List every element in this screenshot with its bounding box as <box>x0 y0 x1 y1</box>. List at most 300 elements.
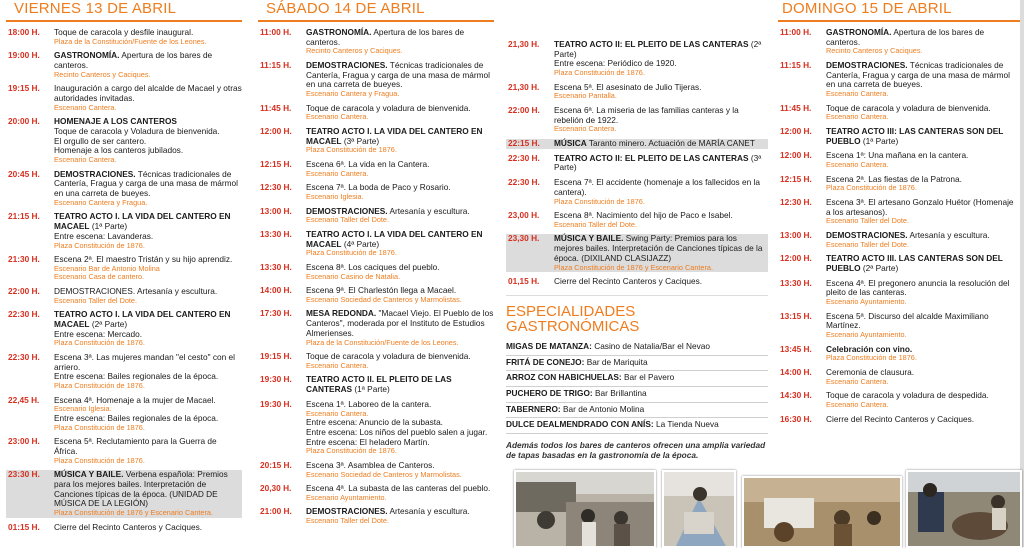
event-item <box>258 263 494 281</box>
event-main-line <box>306 309 494 338</box>
event-item <box>778 391 1020 409</box>
event-location: Escenario Cantera. <box>826 160 889 170</box>
event-description <box>826 312 1020 340</box>
event-item <box>6 255 242 282</box>
event-time: 22,45 H. <box>8 394 40 405</box>
event-description <box>54 170 242 208</box>
event-extra-line: Entre escena: Periódico de 1920. <box>554 58 677 69</box>
event-title: TEATRO ACTO II: EL PLEITO DE LAS CANTERAS <box>554 152 749 163</box>
event-description <box>54 523 242 533</box>
event-title: Celebración con vino. <box>826 343 913 354</box>
event-description <box>54 255 242 282</box>
event-main-line <box>554 106 768 125</box>
event-text: Escena 4ª. Homenaje a la mujer de Macael. <box>54 394 216 405</box>
event-item <box>258 309 494 347</box>
event-location: Escenario Sociedad de Canteros y Marmolistas. <box>306 294 462 304</box>
event-description <box>306 230 494 258</box>
event-location: Recinto Canteros y Caciques. <box>306 46 403 56</box>
event-text: (2ª Parte) <box>91 319 128 329</box>
event-item <box>506 40 768 78</box>
specialty-place: Bar de Mariquita <box>586 356 648 367</box>
event-description <box>554 211 768 229</box>
saturday-continued-column <box>506 40 768 460</box>
event-location: Recinto Canteros y Caciques. <box>54 69 151 79</box>
event-time: 12:15 H. <box>260 159 292 169</box>
event-extra-line: El orgullo de ser cantero. <box>54 135 147 146</box>
event-description <box>306 127 494 155</box>
event-description <box>826 345 1020 363</box>
event-text: Escena 8ª. Nacimiento del hijo de Paco e Isabel. <box>554 210 733 221</box>
specialty-item <box>506 403 768 419</box>
event-location: Escenario Cantera. <box>306 112 369 122</box>
event-text: Apertura de los bares de canteros. <box>54 50 213 70</box>
event-location: Escenario Taller del Dote. <box>306 215 390 225</box>
event-title: MESA REDONDA. <box>306 308 377 319</box>
event-time: 13:30 H. <box>780 277 812 288</box>
event-main-line <box>826 198 1020 217</box>
event-description <box>54 287 242 305</box>
event-item <box>6 51 242 79</box>
event-description <box>826 279 1020 307</box>
specialty-dish: FRITÁ DE CONEJO: <box>506 356 585 367</box>
event-item <box>258 160 494 178</box>
event-main-line <box>54 170 242 199</box>
event-description <box>306 286 494 304</box>
event-item <box>258 127 494 155</box>
event-location: Escenario Cantera. <box>826 400 889 409</box>
event-item <box>6 353 242 391</box>
specialties-title <box>506 304 768 334</box>
event-item <box>778 415 1020 425</box>
event-main-line <box>54 51 242 70</box>
event-description <box>54 470 242 517</box>
event-main-line <box>826 127 1020 146</box>
event-title: TEATRO ACTO II: EL PLEITO DE LAS CANTERAS <box>554 39 749 49</box>
event-title: MÚSICA Y BAILE. <box>54 469 124 480</box>
event-text: Escena 5ª. Reclutamiento para la Guerra de África. <box>54 436 217 456</box>
event-location: Escenario Cantera. <box>54 102 117 112</box>
event-text: Técnicas tradicionales de Cantería, Fragua y carga de una masa de mármol en una carreta de bueyes. <box>826 60 1011 90</box>
event-item <box>258 207 494 225</box>
event-description <box>826 28 1020 56</box>
event-location: Escenario Cantera. <box>306 408 369 418</box>
event-item <box>778 254 1020 273</box>
specialty-item <box>506 340 768 356</box>
event-main-line <box>306 61 494 90</box>
event-main-line <box>826 61 1020 90</box>
event-item <box>258 400 494 456</box>
event-text: (2ª Parte) <box>862 263 899 273</box>
event-time: 19:30 H. <box>260 374 292 385</box>
event-title: TEATRO ACTO III: LAS CANTERAS SON DEL PUEBLO <box>826 126 1004 146</box>
event-description <box>826 391 1020 409</box>
friday-column <box>6 0 242 537</box>
event-time: 11:00 H. <box>780 27 812 37</box>
event-time: 13:45 H. <box>780 343 812 354</box>
event-location: Escenario Casa de cantero. <box>54 272 145 282</box>
event-title: HOMENAJE A LOS CANTEROS <box>54 116 177 127</box>
event-text: Escena 1ª. Laboreo de la cantera. <box>306 398 432 409</box>
event-extra-line: Entre escena: Bailes regionales de la época. <box>54 371 219 382</box>
event-description <box>306 263 494 281</box>
event-time: 23,00 H. <box>508 210 540 221</box>
event-item <box>506 277 768 287</box>
event-location: Plaza Constitución de 1876. <box>826 183 917 193</box>
event-description <box>54 28 242 46</box>
photo-quarry-workers-image <box>516 472 654 546</box>
event-time: 20,30 H. <box>260 483 292 494</box>
event-main-line <box>306 28 494 47</box>
event-description <box>54 51 242 79</box>
event-time: 19:15 H. <box>260 351 292 362</box>
specialty-place: Casino de Natalia/Bar el Nevao <box>594 340 710 351</box>
event-text: (1ª Parte) <box>91 221 128 232</box>
event-time: 13:30 H. <box>260 228 292 239</box>
event-text: Cierre del Recinto Canteros y Caciques. <box>554 276 703 287</box>
event-location: Escenario Casino de Natalia. <box>306 271 401 281</box>
event-extra-line: Entre escena: Lavanderas. <box>54 230 154 241</box>
event-time: 12:00 H. <box>780 126 812 136</box>
event-item <box>506 83 768 101</box>
event-time: 19:00 H. <box>8 50 40 61</box>
event-text: Escena 6ª. La miseria de las familias canteras y la rebelión de 1922. <box>554 105 739 125</box>
event-location: Escenario Taller del Dote. <box>826 216 910 226</box>
event-time: 21:15 H. <box>8 211 40 222</box>
event-main-line <box>826 254 1020 273</box>
event-main-line <box>554 234 768 263</box>
event-description <box>306 400 494 456</box>
event-time: 23,30 H. <box>508 233 540 244</box>
event-text: Escena 7ª. La boda de Paco y Rosario. <box>306 182 451 193</box>
event-item <box>778 312 1020 340</box>
event-description <box>54 212 242 250</box>
event-item <box>6 212 242 250</box>
event-text: Escena 4ª. La subasta de las canteras del pueblo. <box>306 483 491 494</box>
event-main-line <box>54 84 242 103</box>
specialty-item <box>506 356 768 372</box>
event-item <box>258 461 494 479</box>
event-item <box>258 230 494 258</box>
event-item <box>506 178 768 206</box>
event-title: DEMOSTRACIONES. <box>306 60 388 70</box>
event-time: 13:00 H. <box>260 205 292 216</box>
event-time: 12:15 H. <box>780 173 812 184</box>
event-time: 23:30 H. <box>8 469 40 480</box>
event-description <box>54 437 242 465</box>
event-title: MÚSICA Y BAILE. <box>554 233 624 244</box>
event-text: Escena 8ª. Los caciques del pueblo. <box>306 261 440 272</box>
event-item <box>778 61 1020 99</box>
event-time: 20:45 H. <box>8 168 40 179</box>
specialty-item <box>506 371 768 387</box>
event-item <box>778 231 1020 249</box>
event-main-line <box>54 470 242 509</box>
event-time: 14:00 H. <box>780 367 812 377</box>
event-main-line <box>54 310 242 329</box>
event-text: Técnicas tradicionales de Cantería, Fragua y carga de una masa de mármol en una carreta de bueyes. <box>54 168 239 199</box>
event-location: Escenario Cantera. <box>826 376 889 386</box>
event-text: Swing Party: Premios para los mejores bailes. Interpretación de Canciones típicas de la época. (DIXILAND CLASIJAZZ) <box>554 233 763 263</box>
event-time: 21:30 H. <box>8 254 40 265</box>
event-text: Escena 2ª. El maestro Tristán y su hijo aprendiz. <box>54 254 233 265</box>
event-text: Toque de caracola y voladura de bienvenida. <box>306 102 471 113</box>
event-title: TEATRO ACTO I. LA VIDA DEL CANTERO EN MACAEL <box>54 309 231 329</box>
specialties-section <box>506 295 768 460</box>
event-item <box>6 437 242 465</box>
event-text: Escena 1ª: Una mañana en la cantera. <box>826 150 969 161</box>
specialty-item <box>506 418 768 434</box>
event-description <box>54 310 242 348</box>
event-time: 12:00 H. <box>260 126 292 136</box>
event-text: Taranto minero. Actuación de MARÍA CANET <box>588 138 755 148</box>
event-location: Escenario Ayuntamiento. <box>826 330 907 340</box>
event-description <box>554 40 768 78</box>
event-item <box>258 183 494 201</box>
photo-carved-marble-image <box>664 472 734 546</box>
event-text: Apertura de los bares de canteros. <box>306 27 465 47</box>
event-time: 17:30 H. <box>260 308 292 319</box>
event-text: Escena 3ª. El artesano Gonzalo Huétor (Homenaje a los artesanos). <box>826 197 1014 217</box>
event-location: Escenario Cantera. <box>54 155 117 165</box>
event-time: 12:00 H. <box>780 150 812 161</box>
event-time: 13:30 H. <box>260 261 292 272</box>
saturday-column <box>258 0 494 531</box>
event-description <box>826 127 1020 146</box>
event-title: DEMOSTRACIONES. <box>306 205 388 216</box>
event-text: DEMOSTRACIONES. Artesanía y escultura. <box>54 286 218 296</box>
event-location: Escenario Taller del Dote. <box>826 239 910 249</box>
event-item <box>6 470 242 517</box>
event-text: (1ª Parte) <box>354 384 390 395</box>
event-description <box>554 154 768 173</box>
event-description <box>826 104 1020 122</box>
event-text: (3ª Parte) <box>554 152 762 173</box>
event-text: Verbena española: Premios para los mejores bailes. Interpretación de Canciones típicas de la época. (UNIDAD DE MÚSICA DE LA LEGIÓN) <box>54 469 228 509</box>
event-text: Escena 6ª. La vida en la Cantera. <box>306 159 430 169</box>
event-time: 14:00 H. <box>260 285 292 296</box>
event-description <box>54 84 242 112</box>
event-main-line <box>54 212 242 231</box>
event-description <box>554 277 768 287</box>
event-text: (2ª Parte) <box>554 39 762 59</box>
event-title: TEATRO ACTO I. LA VIDA DEL CANTERO EN MACAEL <box>306 228 483 249</box>
event-item <box>778 104 1020 122</box>
event-location: Escenario Pantalla. <box>554 91 617 101</box>
sunday-column <box>778 0 1020 429</box>
event-text: Escena 3ª. Las mujeres mandan "el cesto" con el arriero. <box>54 352 235 372</box>
specialty-place: Bar de Antonio Molina <box>563 403 645 414</box>
event-title: GASTRONOMÍA. <box>826 27 892 37</box>
event-location: Plaza Constitución de 1876. <box>54 240 145 250</box>
event-main-line <box>306 127 494 146</box>
event-item <box>6 310 242 348</box>
event-location: Plaza Constitución de 1876. <box>554 68 645 78</box>
event-text: Cierre del Recinto Canteros y Caciques. <box>826 413 975 424</box>
event-extra-line: Entre escena: Anuncio de la subasta. <box>306 417 443 428</box>
event-time: 11:45 H. <box>780 102 812 113</box>
event-location: Escenario Cantera y Fragua. <box>54 197 148 207</box>
event-item <box>506 106 768 134</box>
event-location: Escenario Cantera y Fragua. <box>306 89 400 99</box>
event-item <box>506 211 768 229</box>
event-item <box>258 28 494 56</box>
event-main-line <box>554 178 768 197</box>
event-location: Plaza Constitución de 1876. <box>306 145 397 155</box>
event-text: (1ª Parte) <box>862 135 899 146</box>
photo-quarry-workers <box>514 470 656 548</box>
event-location: Escenario Cantera. <box>826 112 889 122</box>
event-time: 13:15 H. <box>780 310 812 321</box>
event-location: Escenario Cantera. <box>554 124 617 134</box>
event-title: DEMOSTRACIONES. <box>826 60 908 70</box>
event-title: TEATRO ACTO I. LA VIDA DEL CANTERO EN MACAEL <box>306 126 483 146</box>
event-item <box>258 484 494 502</box>
event-location: Plaza Constitución de 1876. <box>306 248 397 258</box>
event-time: 16:30 H. <box>780 413 812 424</box>
event-time: 01:15 H. <box>8 521 40 532</box>
event-title: DEMOSTRACIONES. <box>306 506 388 517</box>
event-description <box>554 106 768 134</box>
event-location: Plaza Constitución de 1876. <box>554 196 645 206</box>
event-description <box>554 139 768 149</box>
event-description <box>826 368 1020 386</box>
specialty-place: La Tienda Nueva <box>655 419 719 430</box>
event-description <box>554 178 768 206</box>
event-description <box>306 104 494 122</box>
specialties-list <box>506 340 768 434</box>
event-time: 21,30 H. <box>508 81 540 92</box>
event-title: GASTRONOMÍA. <box>54 50 120 61</box>
event-text: Artesanía y escultura. <box>389 506 470 517</box>
event-location: Escenario Sociedad de Canteros y Marmolistas. <box>306 469 462 479</box>
event-description <box>306 160 494 178</box>
event-item <box>506 139 768 149</box>
event-extra-line: Toque de caracola y Voladura de bienvenida. <box>54 126 220 136</box>
sunday-title: DOMINGO 15 DE ABRIL <box>778 0 1020 22</box>
event-item <box>506 154 768 173</box>
event-main-line <box>306 375 494 394</box>
specialty-place: Bar Brillantina <box>594 387 647 398</box>
event-text: Toque de caracola y voladura de bienvenida. <box>306 351 471 362</box>
event-extra-line: Entre escena: Mercado. <box>54 328 143 339</box>
event-location: Escenario Taller del Dote. <box>54 295 138 305</box>
event-description <box>306 61 494 99</box>
photo-stone-cart-image <box>744 478 900 546</box>
event-item <box>6 28 242 46</box>
event-description <box>306 28 494 56</box>
event-item <box>506 234 768 272</box>
event-main-line <box>826 279 1020 298</box>
event-description <box>554 234 768 272</box>
event-text: Artesanía y escultura. <box>389 205 470 216</box>
event-item <box>778 175 1020 193</box>
event-description <box>306 352 494 370</box>
photo-oxen-crowd-image <box>908 472 1020 546</box>
event-text: Toque de caracola y voladura de despedida. <box>826 390 989 401</box>
event-description <box>826 198 1020 226</box>
specialty-dish: ARROZ CON HABICHUELAS: <box>506 372 622 383</box>
event-location: Plaza Constitución de 1876 y Escenario Cantera. <box>54 508 214 518</box>
event-location: Escenario Cantera. <box>306 360 369 370</box>
event-text: Escena 7ª. El accidente (homenaje a los fallecidos en la cantera). <box>554 177 761 197</box>
event-time: 23:00 H. <box>8 436 40 447</box>
event-location: Escenario Ayuntamiento. <box>306 492 387 502</box>
event-location: Plaza Constitución de 1876. <box>54 455 145 465</box>
specialties-note: Además todos los bares de canteros ofrecen una amplia variedad de tapas basadas en la gastronomía de la época. <box>506 440 766 461</box>
event-title: TEATRO ACTO II. EL PLEITO DE LAS CANTERAS <box>306 374 452 395</box>
event-item <box>778 279 1020 307</box>
saturday-title: SÁBADO 14 DE ABRIL <box>258 0 494 22</box>
event-text: Apertura de los bares de canteros. <box>826 27 985 47</box>
event-description <box>306 309 494 347</box>
event-main-line <box>826 415 1020 425</box>
event-time: 22:30 H. <box>508 177 540 188</box>
event-location: Escenario Iglesia. <box>54 404 112 414</box>
event-location: Plaza Constitución de 1876. <box>54 422 145 432</box>
event-title: MÚSICA <box>554 138 587 148</box>
specialty-dish: MIGAS DE MATANZA: <box>506 340 592 351</box>
event-main-line <box>554 40 768 59</box>
event-text: Escena 5ª. El asesinato de Julio Tijeras. <box>554 81 702 92</box>
event-item <box>6 287 242 305</box>
event-location: Escenario Bar de Antonio Molina <box>54 263 160 273</box>
event-text: Escena 3ª. Asamblea de Canteros. <box>306 459 435 470</box>
event-item <box>6 117 242 164</box>
event-title: DEMOSTRACIONES. <box>826 230 908 240</box>
event-time: 13:00 H. <box>780 230 812 240</box>
event-time: 18:00 H. <box>8 27 40 37</box>
event-item <box>6 396 242 433</box>
event-time: 12:30 H. <box>780 197 812 207</box>
event-text: Técnicas tradicionales de Cantería, Fragua y carga de una masa de mármol en una carreta de bueyes. <box>306 60 491 90</box>
event-time: 11:15 H. <box>780 60 812 70</box>
event-time: 22:30 H. <box>8 352 40 362</box>
event-description <box>826 231 1020 249</box>
event-time: 22:00 H. <box>8 286 40 296</box>
event-text: Escena 4ª. El pregonero anuncia la resolución del pleito de las canteras. <box>826 277 1010 298</box>
event-description <box>826 151 1020 169</box>
event-location: Plaza Constitución de 1876. <box>306 446 397 456</box>
event-location: Plaza Constitución de 1876 y Escenario Cantera. <box>554 262 714 272</box>
event-text: Escena 9ª. El Charlestón llega a Macael. <box>306 285 457 296</box>
event-description <box>826 175 1020 193</box>
event-description <box>554 83 768 101</box>
event-main-line <box>54 523 242 533</box>
event-location: Plaza de la Constitución/Fuente de los Leones. <box>54 36 207 46</box>
event-description <box>306 484 494 502</box>
event-time: 22:00 H. <box>508 105 540 115</box>
specialty-dish: TABERNERO: <box>506 403 561 414</box>
event-time: 22:15 H. <box>508 138 540 148</box>
event-time: 14:30 H. <box>780 390 812 401</box>
specialties-title-line2: GASTRONÓMICAS <box>506 317 640 335</box>
event-time: 21,30 H. <box>508 39 540 49</box>
specialties-title-line1: ESPECIALIDADES <box>506 302 636 320</box>
event-text: (4ª Parte) <box>343 238 380 249</box>
event-text: Escena 5ª. Discurso del alcalde Maximiliano Martínez. <box>826 310 989 331</box>
event-location: Plaza Constitución de 1876. <box>54 381 145 391</box>
event-description <box>306 507 494 525</box>
event-title: TEATRO ACTO III. LAS CANTERAS SON DEL PUEBLO <box>826 253 1003 273</box>
event-location: Escenario Ayuntamiento. <box>826 297 907 307</box>
event-location: Escenario Iglesia. <box>306 192 364 201</box>
photo-stone-cart <box>742 476 902 548</box>
event-location: Recinto Canteros y Caciques. <box>826 46 923 56</box>
photo-oxen-crowd <box>906 470 1022 548</box>
event-location: Escenario Cantera. <box>306 168 369 178</box>
event-main-line <box>554 154 768 173</box>
event-title: TEATRO ACTO I. LA VIDA DEL CANTERO EN MACAEL <box>54 211 231 232</box>
